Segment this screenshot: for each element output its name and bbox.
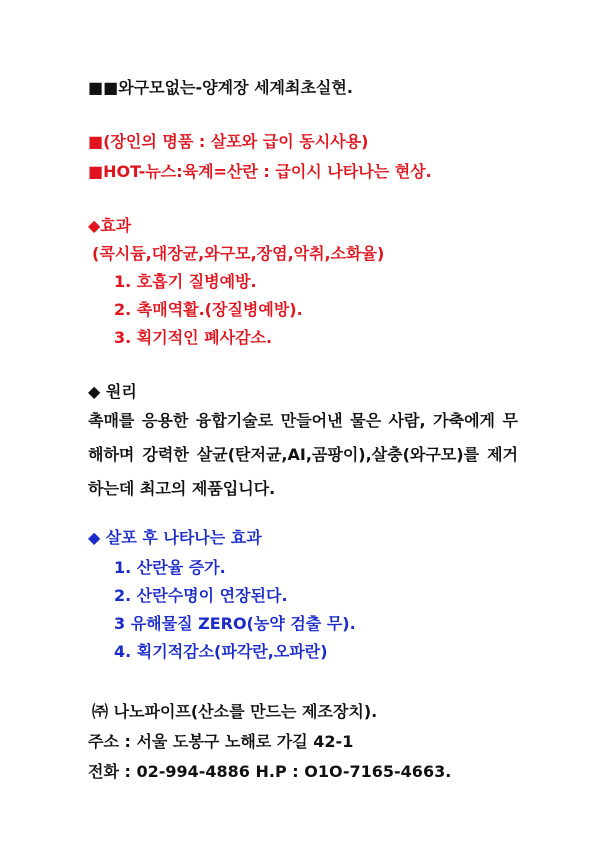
effects-subtitle: (콕시듐,대장균,와구모,장염,악취,소화율): [92, 244, 385, 263]
red-note-1: ■(장인의 명품 : 살포와 급이 동시사용): [88, 132, 369, 151]
effects-item-2: 2. 촉매역활.(장질병예방).: [114, 300, 303, 319]
effects-item-3: 3. 획기적인 폐사감소.: [114, 328, 273, 347]
red-note-2: ■HOT-뉴스:육계=산란 : 급이시 나타나는 현상.: [88, 162, 432, 181]
after-spray-item-3: 3 유해물질 ZERO(농약 검출 무).: [114, 614, 356, 633]
company-phone: 전화 : 02-994-4886 H.P : O1O-7165-4663.: [88, 762, 452, 781]
company-address: 주소 : 서울 도봉구 노해로 가길 42-1: [88, 732, 354, 751]
principle-heading: ◆ 원리: [88, 382, 137, 401]
after-spray-heading: ◆ 살포 후 나타나는 효과: [88, 528, 262, 547]
company-name: ㈜ 나노파이프(산소를 만드는 제조장치).: [92, 702, 378, 721]
after-spray-item-2: 2. 산란수명이 연장된다.: [114, 586, 288, 605]
effects-heading: ◆효과: [88, 216, 132, 235]
principle-body: 촉매를 응용한 융합기술로 만들어낸 물은 사람, 가축에게 무해하며 강력한 살균(탄저균,AI,곰팡이),살충(와구모)를 제거하는데 최고의 제품입니다.: [88, 411, 518, 498]
after-spray-item-4: 4. 획기적감소(파각란,오파란): [114, 642, 328, 661]
headline: ■■와구모없는-양계장 세계최초실현.: [88, 78, 353, 97]
after-spray-item-1: 1. 산란율 증가.: [114, 558, 226, 577]
effects-item-1: 1. 호흡기 질병예방.: [114, 272, 257, 291]
